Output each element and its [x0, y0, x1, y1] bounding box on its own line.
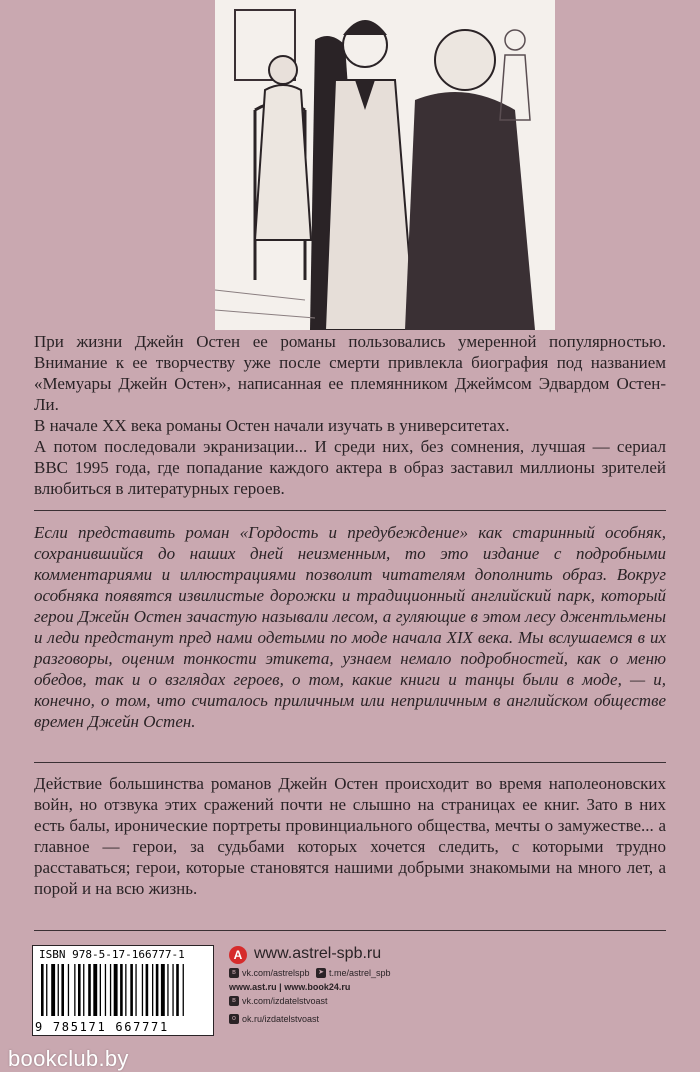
intro-text [34, 331, 666, 499]
paragraph-edition: Если представить роман «Гордость и предубеждение» как старинный особняк, сохранившийся до наших дней неизменным, то это издание с подробными комментариями и иллюстрациями позволит читателям дополнить образ. Вокруг особняка появятся извилистые дорожки и традиционный английский парк, который герои Джейн Остен зачастую называли лесом, а гуляющие в этом лесу джентльмены и леди предстанут пред нами одетыми по моде начала XIX века. Мы вслушаемся в их разговоры, оценим тонкости этикета, узнаем немало подробностей, как о меню обедов, так и о взглядах героев, о том, какие книги и танцы были в моде, — и, конечно, о том, что считалось приличным или неприличным в английском обществе времен Джейн Остен. [34, 523, 666, 731]
divider [34, 930, 666, 931]
ok-izd-label: ok.ru/izdatelstvoast [242, 1014, 320, 1024]
sites-links[interactable] [229, 982, 350, 992]
edition-description [34, 522, 666, 732]
paragraph-universities: В начале XX века романы Остен начали изучать в университетах. [34, 416, 510, 435]
divider [34, 510, 666, 511]
vk-astrel-label: vk.com/astrelspb [242, 968, 310, 978]
cover-illustration [215, 0, 555, 330]
paragraph-popularity: При жизни Джейн Остен ее романы пользовались умеренной популярностью. Внимание к ее творчеству уже после смерти привлекла биография под названием «Мемуары Джейн Остен», написанная ее племянником Джеймсом Эдвардом Остен-Ли. [34, 332, 666, 414]
divider [34, 762, 666, 763]
tg-astrel-link[interactable] [316, 968, 391, 978]
barcode-digits: 9 785171 667771 [35, 1020, 169, 1034]
ok-izd-link[interactable] [229, 1014, 319, 1024]
isbn-label: ISBN 978-5-17-166777-1 [39, 948, 185, 961]
telegram-icon: ➤ [316, 968, 326, 978]
watermark: bookclub.by [8, 1046, 129, 1071]
vk-izd-label: vk.com/izdatelstvoast [242, 996, 328, 1006]
vk-izd-link[interactable] [229, 996, 328, 1006]
barcode-bars [41, 964, 205, 1016]
vk-icon: в [229, 968, 239, 978]
barcode [32, 945, 214, 1036]
paragraph-adaptations: А потом последовали экранизации... И среди них, без сомнения, лучшая — сериал BBC 1995 года, где попадание каждого актера в образ заставил миллионы зрителей влюбиться в литературных героев. [34, 437, 666, 498]
sites-label: www.ast.ru | www.book24.ru [229, 982, 351, 992]
paragraph-novels: Действие большинства романов Джейн Остен происходит во время наполеоновских войн, но отзвука этих сражений почти не слышно на страницах ее книг. Зато в них есть балы, иронические портреты провинциального общества, мечты о замужестве... а главное — герои, за судьбами которых хочется следить, с которыми трудно расставаться; герои, которые становятся нашими добрыми знакомыми на много лет, а порой и на всю жизнь. [34, 774, 666, 898]
ok-icon: o [229, 1014, 239, 1024]
novels-description [34, 773, 666, 899]
astrel-logo-icon: A [229, 946, 247, 964]
tg-astrel-label: t.me/astrel_spb [329, 968, 391, 978]
vk-astrel-link[interactable] [229, 968, 310, 978]
vk-icon: в [229, 996, 239, 1006]
website-link[interactable]: www.astrel-spb.ru [254, 945, 382, 962]
